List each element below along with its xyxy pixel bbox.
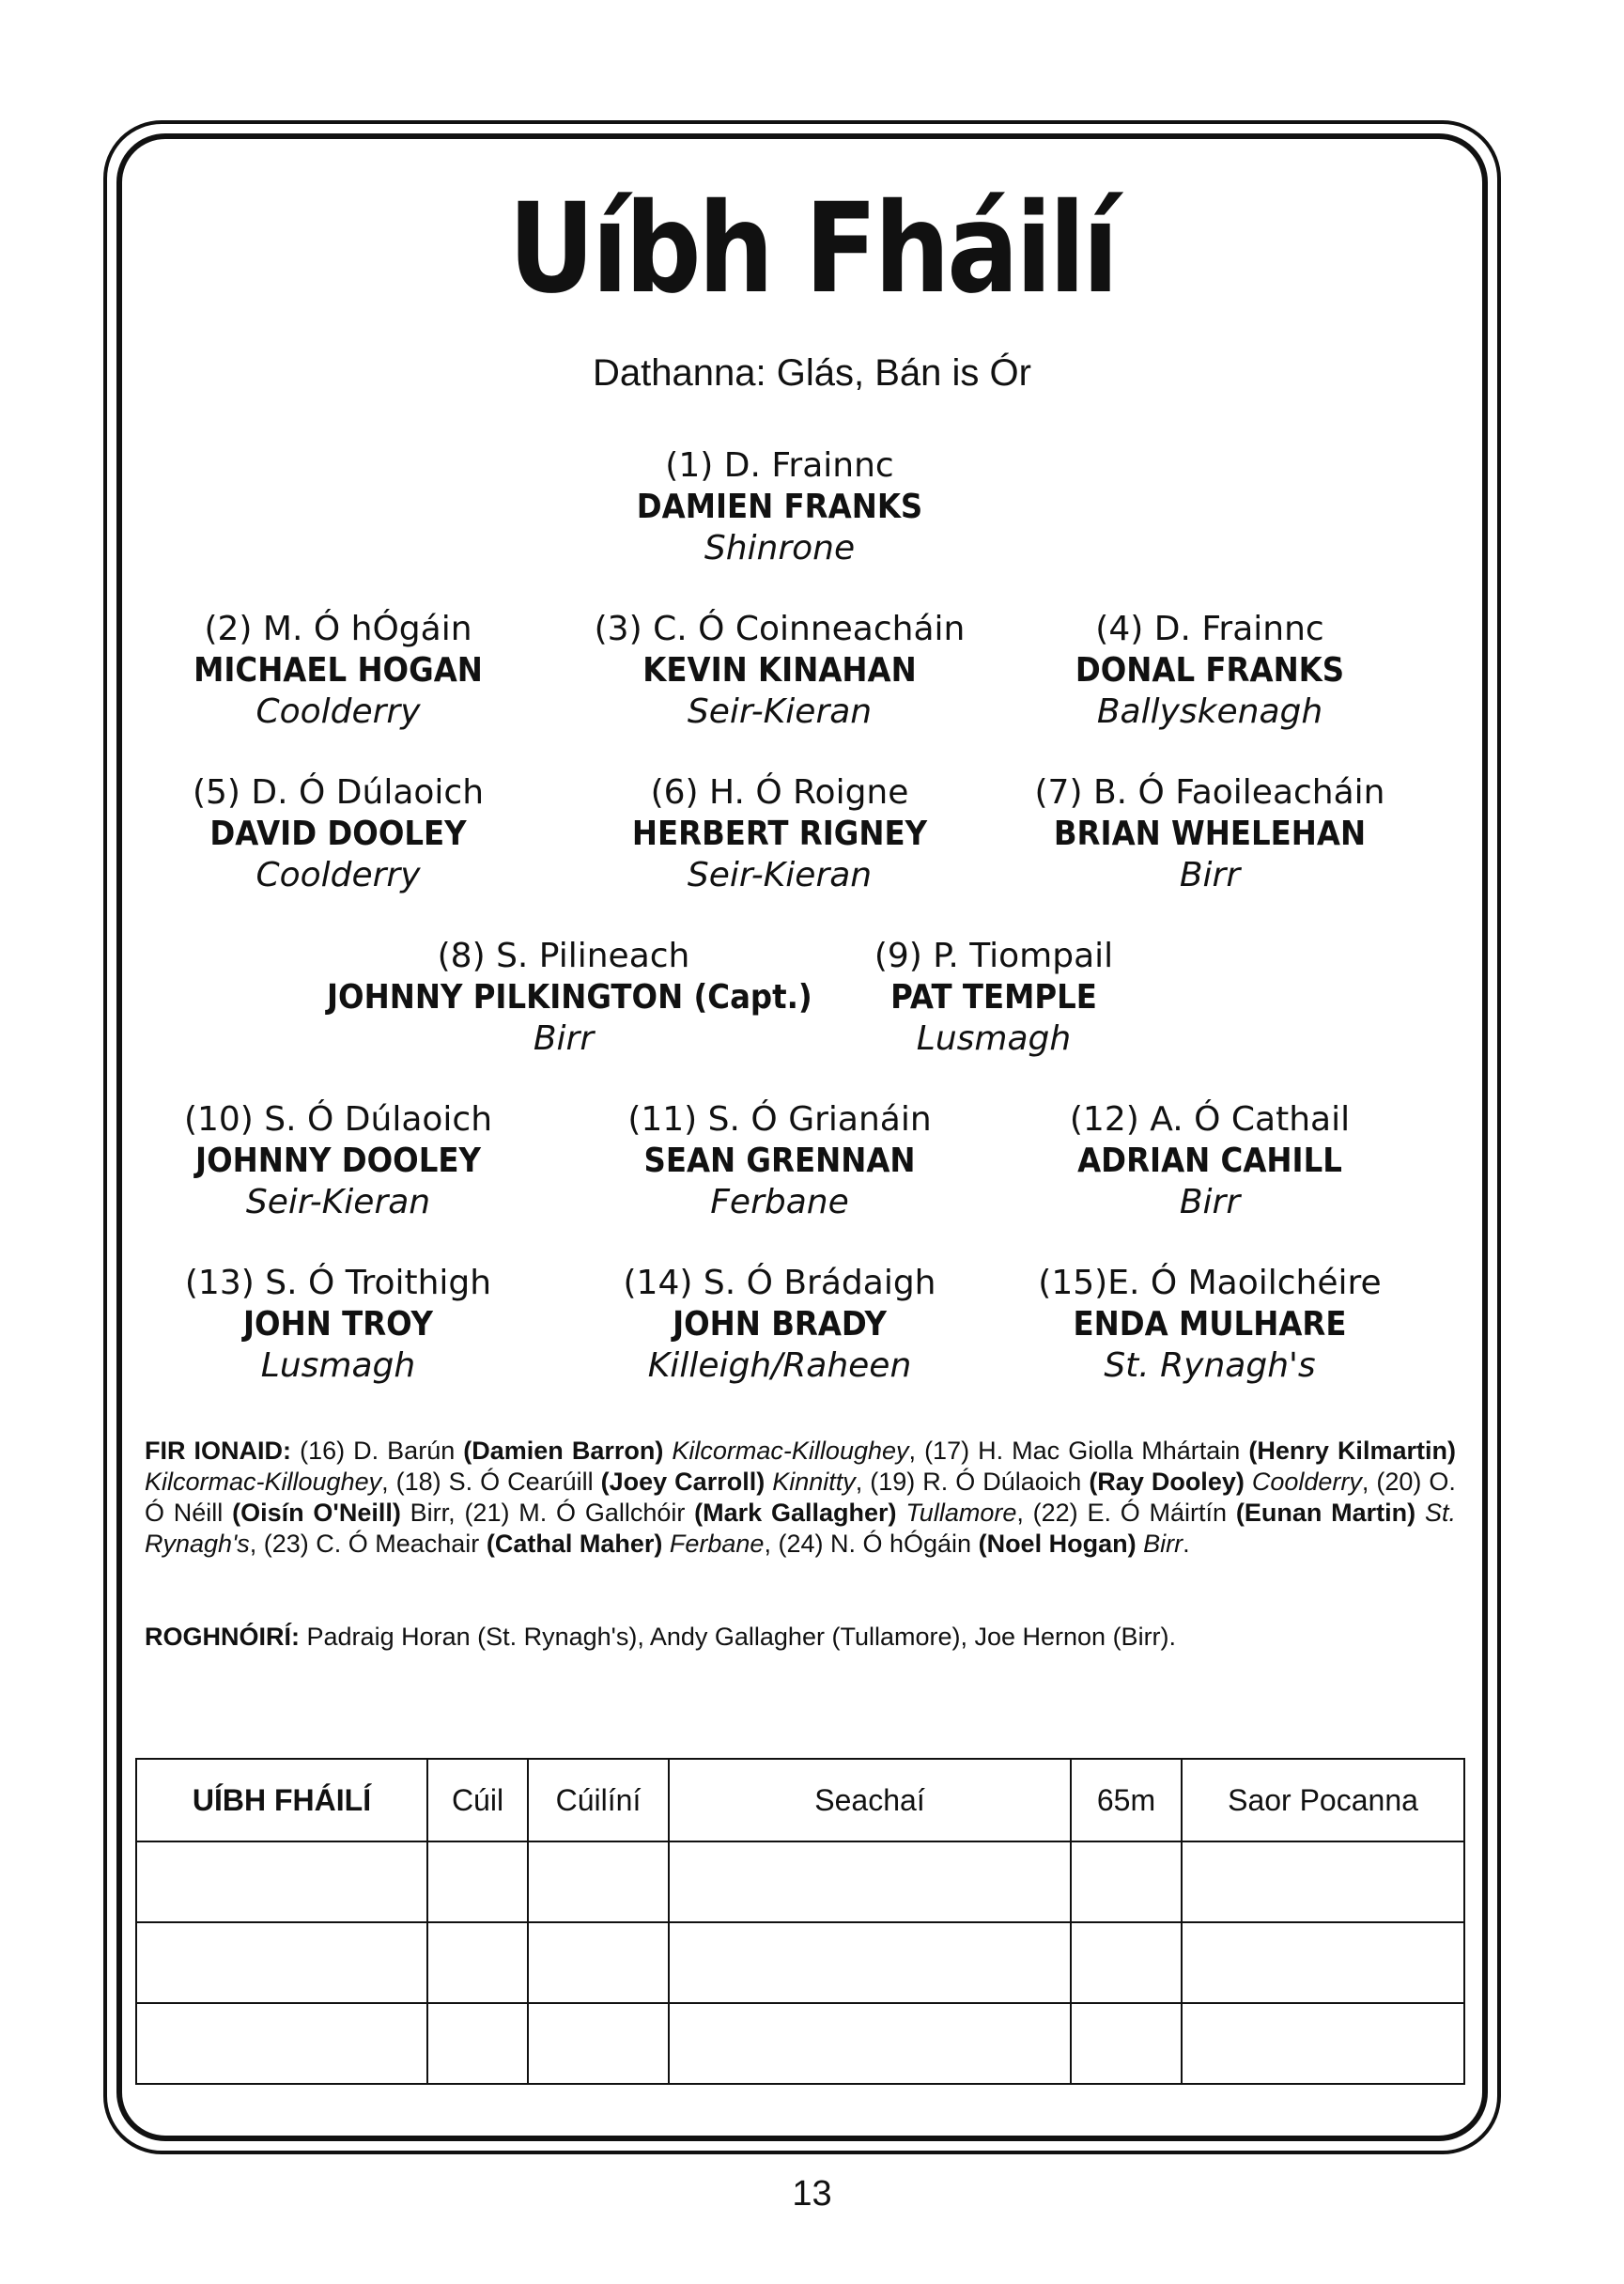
score-table-header-row (136, 1759, 1464, 1841)
score-table (135, 1758, 1465, 2085)
sub-irish-name: (16) D. Barún (300, 1437, 456, 1465)
player-english-name: JOHN TROY (242, 1305, 434, 1344)
sub-irish-name: (17) H. Mac Giolla Mhártain (924, 1437, 1241, 1465)
sub-english-name: (Joey Carroll) (600, 1468, 766, 1496)
player-card (731, 936, 1257, 1060)
player-card (947, 1099, 1473, 1223)
player-irish-name: (10) S. Ó Dúlaoich (183, 1100, 493, 1139)
sub-english-name: (Damien Barron) (463, 1437, 664, 1465)
substitutes-paragraph: FIR IONAID: (16) D. Barún (Damien Barron) Kilcormac-Killoughey, (17) H. Mac Giolla Mhártain (Henry Kilmartin) Kilcormac-Killoughey, (18) S. Ó Cearúill (Joey Carroll) Kinnitty, (19) R. Ó Dúlaoich (Ray Dooley) Coolderry, (20) O. Ó Néill (Oisín O'Neill) Birr, (21) M. Ó Gallchóir (Mark Gallagher) Tullamore, (22) E. Ó Máirtín (Eunan Martin) St. Rynagh's, (23) C. Ó Meachair (Cathal Maher) Ferbane, (24) N. Ó hÓgáin (Noel Hogan) Birr. (145, 1437, 1456, 1558)
sub-irish-name: (18) S. Ó Cearúill (395, 1468, 594, 1496)
score-cell[interactable] (136, 2003, 427, 2084)
player-club: Seir-Kieran (687, 856, 873, 894)
player-english-name: DONAL FRANKS (1075, 651, 1345, 690)
player-irish-name: (11) S. Ó Grianáin (627, 1100, 932, 1139)
score-cell[interactable] (528, 2003, 669, 2084)
score-cell[interactable] (528, 1841, 669, 1922)
score-table-row (136, 1922, 1464, 2003)
sub-club: Coolderry (1251, 1468, 1362, 1496)
sub-club: Birr (410, 1499, 449, 1527)
score-cell[interactable] (669, 1922, 1071, 2003)
selectors-paragraph (145, 1622, 1456, 1653)
sub-irish-name: (22) E. Ó Máirtín (1032, 1499, 1228, 1527)
player-club: Coolderry (255, 856, 421, 894)
player-club: Ballyskenagh (1096, 692, 1323, 731)
sub-club: Kinnitty (772, 1468, 856, 1496)
score-cell[interactable] (427, 1922, 528, 2003)
score-header-points: Cúilíní (528, 1759, 669, 1841)
player-irish-name: (7) B. Ó Faoileacháin (1034, 773, 1385, 812)
sub-english-name: (Oisín O'Neill) (232, 1499, 401, 1527)
score-cell[interactable] (1071, 1922, 1182, 2003)
player-irish-name: (6) H. Ó Roigne (650, 773, 909, 812)
player-card (947, 772, 1473, 896)
player-irish-name: (3) C. Ó Coinneacháin (594, 610, 966, 648)
player-english-name: JOHN BRADY (673, 1305, 887, 1344)
player-irish-name: (15)E. Ó Maoilchéire (1038, 1264, 1382, 1302)
player-english-name: ADRIAN CAHILL (1077, 1142, 1342, 1180)
sub-english-name: (Cathal Maher) (486, 1530, 663, 1558)
player-card (947, 609, 1473, 733)
score-cell[interactable] (1182, 1922, 1464, 2003)
team-title: Uíbh Fháilí (508, 177, 1116, 321)
player-english-name: HERBERT RIGNEY (631, 815, 928, 853)
sub-english-name: (Mark Gallagher) (694, 1499, 897, 1527)
score-cell[interactable] (136, 1841, 427, 1922)
player-club: Shinrone (704, 529, 856, 567)
sub-club: Tullamore (905, 1499, 1017, 1527)
player-irish-name: (14) S. Ó Brádaigh (623, 1264, 936, 1302)
player-english-name: DAMIEN FRANKS (636, 488, 923, 526)
player-club: Seir-Kieran (245, 1183, 431, 1221)
player-club: Birr (533, 1019, 595, 1058)
player-club: St. Rynagh's (1104, 1346, 1316, 1385)
player-irish-name: (1) D. Frainnc (665, 446, 894, 485)
player-english-name: DAVID DOOLEY (209, 815, 467, 853)
page-number: 13 (792, 2174, 832, 2214)
sub-club: St. Rynagh's (145, 1499, 1456, 1558)
sub-english-name: (Noel Hogan) (978, 1530, 1137, 1558)
score-header-frees: Saor Pocanna (1182, 1759, 1464, 1841)
player-club: Lusmagh (916, 1019, 1072, 1058)
sub-english-name: (Eunan Martin) (1235, 1499, 1416, 1527)
player-card (947, 1263, 1473, 1387)
score-header-team: UÍBH FHÁILÍ (136, 1759, 427, 1841)
player-club: Lusmagh (260, 1346, 416, 1385)
player-irish-name: (4) D. Frainnc (1095, 610, 1324, 648)
player-club: Seir-Kieran (687, 692, 873, 731)
player-irish-name: (2) M. Ó hÓgáin (204, 610, 472, 648)
sub-club: Birr (1143, 1530, 1183, 1558)
score-cell[interactable] (427, 2003, 528, 2084)
player-club: Birr (1179, 1183, 1241, 1221)
player-english-name: PAT TEMPLE (890, 978, 1097, 1017)
sub-irish-name: (19) R. Ó Dúlaoich (870, 1468, 1082, 1496)
score-cell[interactable] (1071, 1841, 1182, 1922)
score-table-row (136, 2003, 1464, 2084)
sub-english-name: (Ray Dooley) (1089, 1468, 1245, 1496)
score-header-goals: Cúil (427, 1759, 528, 1841)
score-cell[interactable] (669, 2003, 1071, 2084)
sub-irish-name: (20) O. Ó Néill (145, 1468, 1456, 1527)
score-cell[interactable] (427, 1841, 528, 1922)
sub-club: Kilcormac-Killoughey (672, 1437, 909, 1465)
score-cell[interactable] (669, 1841, 1071, 1922)
score-cell[interactable] (1182, 1841, 1464, 1922)
player-english-name: BRIAN WHELEHAN (1053, 815, 1367, 853)
player-english-name: ENDA MULHARE (1073, 1305, 1347, 1344)
player-english-name: KEVIN KINAHAN (642, 651, 917, 690)
selectors-text: Padraig Horan (St. Rynagh's), Andy Gallagher (Tullamore), Joe Hernon (Birr). (306, 1623, 1177, 1651)
player-english-name: SEAN GRENNAN (643, 1142, 916, 1180)
score-table-row (136, 1841, 1464, 1922)
player-irish-name: (5) D. Ó Dúlaoich (192, 773, 485, 812)
score-header-wides: Seachaí (669, 1759, 1071, 1841)
player-club: Ferbane (710, 1183, 849, 1221)
player-english-name: MICHAEL HOGAN (193, 651, 483, 690)
sub-irish-name: (24) N. Ó hÓgáin (778, 1530, 972, 1558)
substitutes-label: FIR IONAID: (145, 1437, 292, 1465)
score-header-65m: 65m (1071, 1759, 1182, 1841)
sub-english-name: (Henry Kilmartin) (1248, 1437, 1456, 1465)
player-club: Killeigh/Raheen (647, 1346, 912, 1385)
player-english-name: JOHNNY DOOLEY (195, 1142, 481, 1180)
score-cell[interactable] (1071, 2003, 1182, 2084)
score-cell[interactable] (1182, 2003, 1464, 2084)
sub-club: Ferbane (669, 1530, 765, 1558)
player-irish-name: (8) S. Pilineach (437, 937, 690, 975)
sub-irish-name: (21) M. Ó Gallchóir (464, 1499, 686, 1527)
player-english-name: JOHNNY PILKINGTON (Capt.) (327, 978, 812, 1017)
player-irish-name: (12) A. Ó Cathail (1069, 1100, 1351, 1139)
player-club: Coolderry (255, 692, 421, 731)
player-card (517, 445, 1043, 569)
selectors-label: ROGHNÓIRÍ: (145, 1623, 300, 1651)
score-cell[interactable] (136, 1922, 427, 2003)
team-colours: Dathanna: Glás, Bán is Ór (593, 352, 1031, 394)
score-cell[interactable] (528, 1922, 669, 2003)
player-club: Birr (1179, 856, 1241, 894)
player-irish-name: (9) P. Tiompail (874, 937, 1114, 975)
sub-irish-name: (23) C. Ó Meachair (263, 1530, 480, 1558)
sub-club: Kilcormac-Killoughey (145, 1468, 382, 1496)
player-irish-name: (13) S. Ó Troithigh (184, 1264, 492, 1302)
